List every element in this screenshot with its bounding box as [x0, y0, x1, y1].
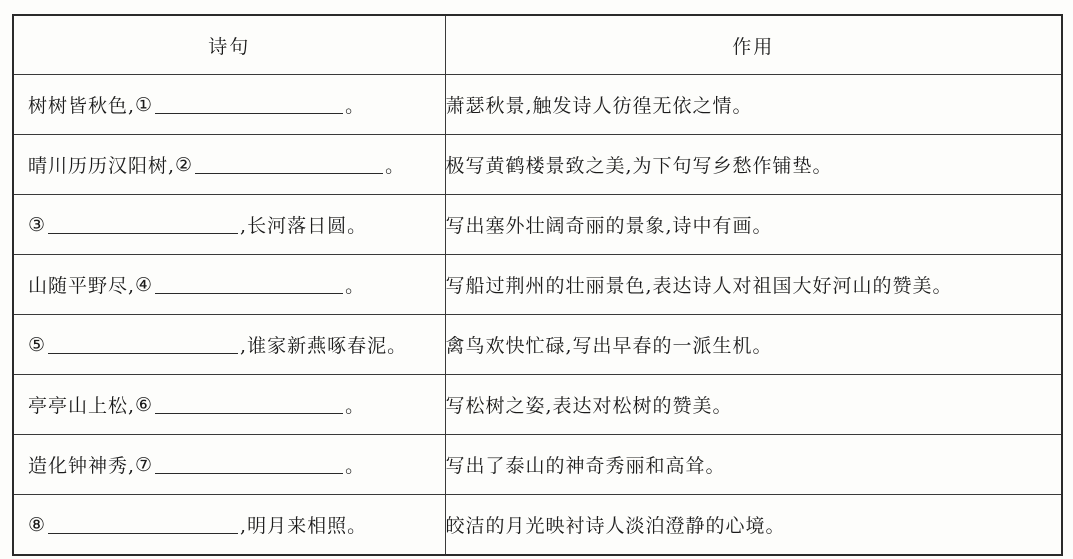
header-effect: 作用: [445, 15, 1062, 75]
effect-cell: 写出了泰山的神奇秀丽和高耸。: [445, 435, 1062, 495]
poem-fill-in-table: [12, 14, 1063, 556]
answer-blank[interactable]: [195, 155, 383, 174]
table-row: [13, 495, 1062, 556]
answer-blank[interactable]: [48, 515, 238, 534]
table-row: [13, 195, 1062, 255]
poem-text-before: 山随平野尽,: [28, 275, 136, 297]
poem-text-before: 造化钟神秀,: [28, 455, 136, 477]
effect-cell: 极写黄鹤楼景致之美,为下句写乡愁作铺垫。: [445, 135, 1062, 195]
table-row: [13, 135, 1062, 195]
poem-text-after: ,谁家新燕啄春泥。: [240, 335, 408, 357]
poem-line-cell: [13, 495, 445, 556]
blank-number: ⑤: [28, 333, 47, 356]
table-row: [13, 315, 1062, 375]
answer-blank[interactable]: [155, 455, 343, 474]
effect-cell: 萧瑟秋景,触发诗人彷徨无依之情。: [445, 75, 1062, 135]
table-header-row: [13, 15, 1062, 75]
answer-blank[interactable]: [48, 335, 238, 354]
poem-text-after: 。: [345, 395, 366, 417]
blank-number: ④: [135, 273, 154, 296]
poem-text-before: 亭亭山上松,: [28, 395, 136, 417]
blank-number: ①: [135, 93, 154, 116]
poem-line-cell: [13, 75, 445, 135]
blank-number: ②: [175, 153, 194, 176]
poem-line-cell: [13, 255, 445, 315]
effect-cell: 禽鸟欢快忙碌,写出早春的一派生机。: [445, 315, 1062, 375]
poem-text-after: 。: [345, 455, 366, 477]
poem-text-after: ,明月来相照。: [240, 515, 368, 537]
poem-text-after: 。: [345, 95, 366, 117]
table-row: [13, 75, 1062, 135]
poem-text-after: 。: [345, 275, 366, 297]
poem-line-cell: [13, 195, 445, 255]
poem-text-before: 晴川历历汉阳树,: [28, 155, 176, 177]
table-row: [13, 375, 1062, 435]
poem-line-cell: [13, 315, 445, 375]
blank-number: ⑦: [135, 453, 154, 476]
blank-number: ⑥: [135, 393, 154, 416]
poem-line-cell: [13, 375, 445, 435]
effect-cell: 写松树之姿,表达对松树的赞美。: [445, 375, 1062, 435]
answer-blank[interactable]: [48, 215, 238, 234]
answer-blank[interactable]: [155, 395, 343, 414]
header-poem-line: 诗句: [13, 15, 445, 75]
poem-line-cell: [13, 135, 445, 195]
poem-line-cell: [13, 435, 445, 495]
poem-text-after: 。: [385, 155, 406, 177]
table-row: [13, 435, 1062, 495]
blank-number: ⑧: [28, 513, 47, 536]
answer-blank[interactable]: [155, 275, 343, 294]
answer-blank[interactable]: [155, 95, 343, 114]
poem-text-before: 树树皆秋色,: [28, 95, 136, 117]
blank-number: ③: [28, 213, 47, 236]
table-row: [13, 255, 1062, 315]
effect-cell: 皎洁的月光映衬诗人淡泊澄静的心境。: [445, 495, 1062, 556]
poem-text-after: ,长河落日圆。: [240, 215, 368, 237]
effect-cell: 写出塞外壮阔奇丽的景象,诗中有画。: [445, 195, 1062, 255]
effect-cell: 写船过荆州的壮丽景色,表达诗人对祖国大好河山的赞美。: [445, 255, 1062, 315]
